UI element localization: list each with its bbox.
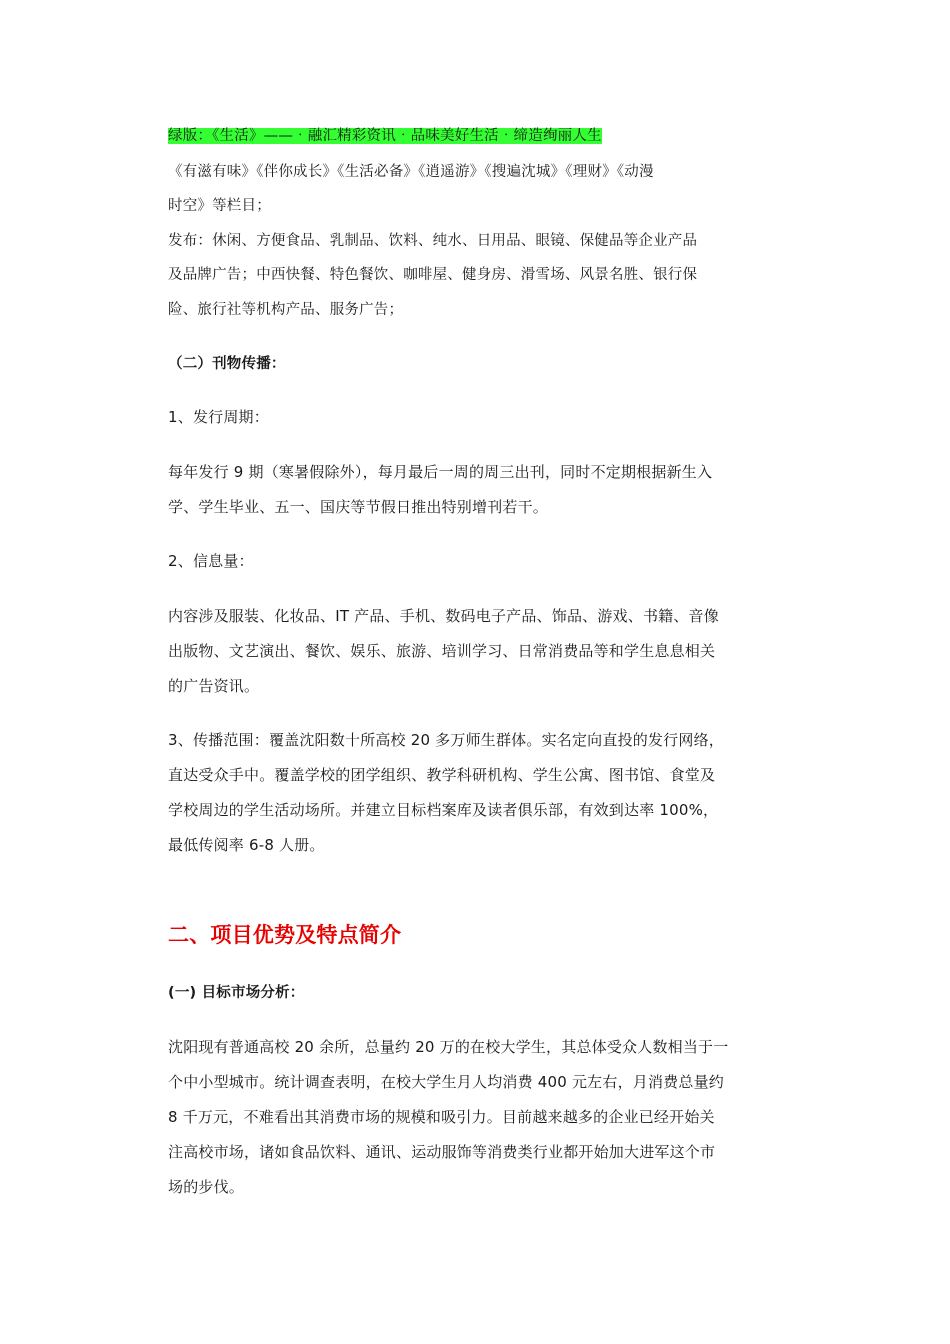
publish-line-1: 发布：休闲、方便食品、乳制品、饮料、纯水、日用品、眼镜、保健品等企业产品 (168, 233, 698, 249)
market-analysis-title: (一) 目标市场分析： (168, 985, 305, 1001)
cycle-label: 1、发行周期： (168, 408, 269, 426)
publish-line-3: 险、旅行社等机构产品、服务广告； (168, 302, 404, 318)
columns-line-1: 《有滋有味》《伴你成长》《生活必备》《逍遥游》《搜遍沈城》《理财》《动漫 (168, 164, 654, 180)
scope-line-4: 最低传阅率 6-8 人册。 (168, 836, 325, 854)
market-line-3: 8 千万元，不难看出其消费市场的规模和吸引力。目前越来越多的企业已经开始关 (168, 1108, 715, 1126)
publish-line-2: 及品牌广告；中西快餐、特色餐饮、咖啡屋、健身房、滑雪场、风景名胜、银行保 (168, 267, 698, 283)
info-line-2: 出版物、文艺演出、餐饮、娱乐、旅游、培训学习、日常消费品等和学生息息相关 (168, 642, 716, 660)
info-line-1: 内容涉及服装、化妆品、IT 产品、手机、数码电子产品、饰品、游戏、书籍、音像 (168, 607, 719, 625)
market-line-4: 注高校市场，诸如食品饮料、通讯、运动服饰等消费类行业都开始加大进军这个市 (168, 1143, 716, 1161)
cycle-line-2: 学、学生毕业、五一、国庆等节假日推出特别增刊若干。 (168, 498, 549, 516)
scope-line-2: 直达受众手中。覆盖学校的团学组织、教学科研机构、学生公寓、图书馆、食堂及 (168, 766, 716, 784)
section-heading: 二、项目优势及特点简介 (168, 923, 402, 947)
scope-line-3: 学校周边的学生活动场所。并建立目标档案库及读者俱乐部，有效到达率 100%， (168, 801, 719, 819)
cycle-line-1: 每年发行 9 期（寒暑假除外），每月最后一周的周三出刊，同时不定期根据新生入 (168, 463, 713, 481)
green-highlight: 绿版：《生活》——‧融汇精彩资讯‧品味美好生活‧缔造绚丽人生 (168, 128, 602, 144)
market-line-1: 沈阳现有普通高校 20 余所，总量约 20 万的在校大学生，其总体受众人数相当于一 (168, 1038, 729, 1056)
info-line-3: 的广告资讯。 (168, 677, 260, 695)
green-edition-title (168, 126, 602, 146)
market-line-5: 场的步伐。 (168, 1178, 245, 1196)
info-label: 2、信息量： (168, 552, 254, 570)
market-line-2: 个中小型城市。统计调查表明，在校大学生月人均消费 400 元左右，月消费总量约 (168, 1073, 724, 1091)
distribution-title: （二）刊物传播： (168, 356, 286, 372)
columns-line-2: 时空》等栏目； (168, 198, 271, 214)
scope-line-1: 3、传播范围：覆盖沈阳数十所高校 20 多万师生群体。实名定向直投的发行网络， (168, 731, 724, 749)
